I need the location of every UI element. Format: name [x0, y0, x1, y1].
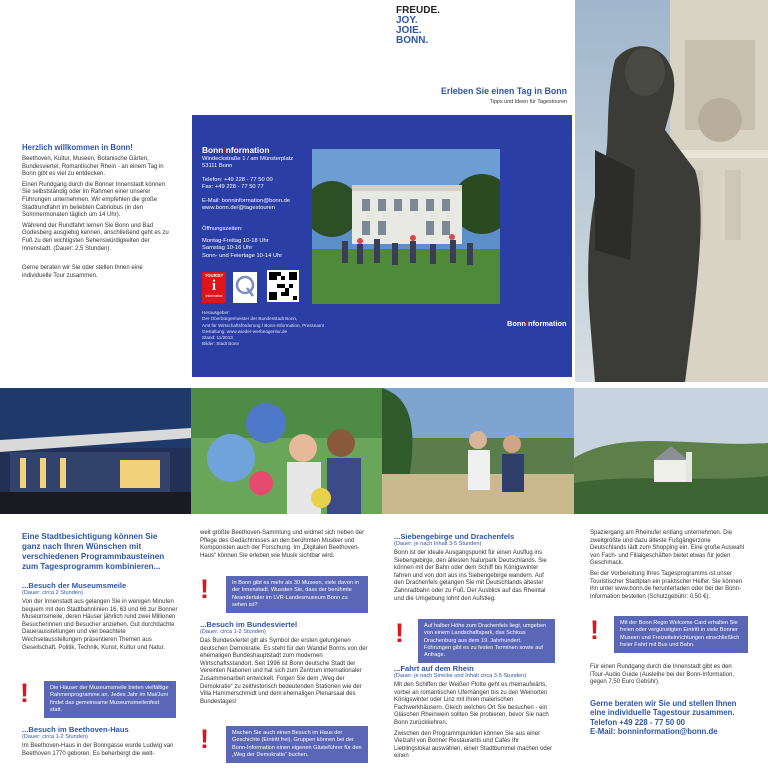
qr-code-icon[interactable]	[267, 270, 299, 302]
cta-text: Gerne beraten wir Sie und stellen Ihnen eine individuelle Tagestour zusammen.	[590, 698, 737, 718]
museum-notice: Die Häuser der Museumsmeile bieten vielfältige Rahmenprogramme an. Jedes Jahr im Mai/Juni findet das gemeinsame Museumsmeilenfest statt.	[44, 681, 176, 718]
logo-line: BONN.	[396, 35, 429, 46]
bundesviertel-notice: Machen Sie auch einen Besuch im Haus der Geschichte (Eintritt frei). Gruppen können bei der Bonn-Information einen eigenen Gästeführer für den „Weg der Demokratie“ buchen.	[226, 726, 368, 763]
alert-icon: !	[20, 678, 29, 708]
info-i-icon: i	[211, 278, 217, 294]
bundesviertel-heading: ...Besuch im Bundesviertel	[200, 620, 298, 629]
info-address: 53111 Bonn	[202, 163, 233, 170]
alert-icon: !	[395, 618, 404, 648]
intro-heading: Eine Stadtbesichtigung können Sie ganz nach Ihren Wünschen mit verschiedenen Programmbausteinen zum Tagesprogramm kombinieren...	[22, 532, 165, 571]
beethoven-text: Im Beethoven-Haus in der Bonngasse wurde Ludwig van Beethoven 1770 geboren. Es beherbergt die welt-	[22, 743, 174, 757]
logo-line: JOIE.	[396, 25, 422, 36]
beethoven-statue-photo	[575, 0, 768, 382]
info-address: Windeckstraße 1 / am Münsterplatz	[202, 156, 294, 162]
column-4	[590, 530, 748, 601]
welcome-heading: Herzlich willkommen in Bonn!	[22, 143, 133, 152]
cover-title: Erleben Sie einen Tag in Bonn	[441, 86, 567, 96]
villa-hammerschmidt-photo	[312, 149, 500, 304]
museum-duration: (Dauer: circa 2 Stunden)	[22, 590, 83, 596]
siebengebirge-notice: Auf halber Höhe zum Drachenfels liegt, umgeben von einem Landschaftspark, das Schloss Drachenburg aus dem 19. Jahrhundert. Führungen gibt es zu festen Terminen sowie auf Anfrage.	[418, 619, 555, 663]
info-hours-line: Montag-Freitag 10-18 Uhr	[202, 237, 269, 244]
info-brand-i: i	[525, 319, 528, 328]
hikers-rhine-photo	[382, 388, 574, 514]
rhein-section	[394, 664, 554, 761]
imprint-line: Stand: 11/2013	[202, 335, 233, 341]
imprint-line: Amt für Wirtschaftsförderung / Bonn-Information, Presseamt	[202, 322, 325, 328]
bundesviertel-text: Das Bundesviertel gilt als Symbol der ersten gelungenen deutschen Demokratie. Es steht für den Wandel Bonns von der ehemaligen Bundeshauptstadt zum modernen Wirtschaftsstandort. Seit 1996 ist Bonn deutsche Stadt der Vereinten Nationen und hat sich zum Zentrum internationaler Zusammenarbeit entwickelt. Folgen Sie dem „Weg der Demokratie“ zu zeithistorisch bedeutenden Stationen wie der Villa Hammerschmidt und dem ehemaligen Plenarsaal des Bundestages!	[200, 638, 368, 705]
welcome-paragraph: Einen Rundgang durch die Bonner Innenstadt können Sie selbstständig oder im Rahmen einer unserer Führungen unternehmen. Wir empfehlen die große Stadtrundfahrt im beliebten Cabriobus (in den Sommermonaten täglich um 14 Uhr).	[22, 181, 166, 219]
alert-icon: !	[200, 574, 209, 604]
imprint-line: Bilder: Stadt Bonn	[202, 341, 240, 347]
drachenburg-castle-photo	[574, 388, 768, 514]
welcome-paragraph: Während der Rundfahrt lernen Sie Bonn und Bad Godesberg ausgiebig kennen, anschließend geht es zu Fuß zu den wichtigsten Sehenswürdigkeiten der Innenstadt. (Dauer: 2,5 Stunden).	[22, 222, 169, 252]
quality-q-icon	[233, 272, 257, 303]
rhein-duration: (Dauer: je nach Strecke und Inhalt circa 3-5 Stunden)	[394, 673, 527, 679]
alert-icon: !	[200, 724, 209, 754]
museum-building-photo	[0, 388, 191, 514]
cta-phone[interactable]: Telefon +49 228 - 77 50 00	[590, 717, 685, 727]
museums-notice: In Bonn gibt es mehr als 30 Museen, viele davon in der Innenstadt. Wussten Sie, dass der berühmte Neandertaler im LVR-Landesmuseum Bonn zu sehen ist?	[226, 576, 368, 613]
rhein-text: Zwischen den Programmpunkten können Sie aus einer Vielzahl von Bonner Restaurants und Cafés Ihr Lieblingslokal auswählen, einen Stadtbummel machen oder einen	[394, 730, 553, 760]
siebengebirge-heading: ...Siebengebirge und Drachenfels	[394, 532, 515, 541]
cover-subtitle: Tipps und Ideen für Tagestouren	[489, 99, 567, 105]
logo-line: JOY.	[396, 15, 418, 26]
info-hours-title: Öffnungszeiten:	[202, 226, 243, 233]
info-brand	[202, 145, 269, 155]
shopping-text: Spaziergang am Rheinufer entlang unternehmen. Die zweitgrößte und dazu älteste Fußgängerzone Deutschlands lädt zum Shopping ein. Eine große Auswahl von Fach- und Filialgeschäften bietet etwas für jeden Geschmack.	[590, 530, 745, 567]
column-2-text: weit größte Beethoven-Sammlung und widmet sich neben der Pflege des Gedächtnisses an den berühmten Musiker und Komponisten auch der Forschung. Im „Digitalen Beethoven-Haus“ können Sie erleben wie Musik sichtbar wird.	[200, 530, 365, 559]
museum-heading: ...Besuch der Museumsmeile	[22, 581, 127, 590]
column-1	[22, 532, 178, 652]
welcome-section	[22, 143, 172, 280]
bundesviertel-section	[200, 620, 368, 706]
siebengebirge-duration: (Dauer: je nach Inhalt 3-5 Stunden)	[394, 541, 482, 547]
cta-email-link[interactable]: E-Mail: bonninformation@bonn.de	[590, 727, 718, 736]
audio-guide-text: Für einen Rundgang durch die Innenstadt gibt es den iTour-Audio Guide (Ausleihe bei der Bonn-Information, gegen 7,50 Euro Gebühr).	[590, 664, 735, 686]
people-festival-photo	[191, 388, 382, 514]
imprint-line: Gestaltung: www.wieder-werbeagentur.de	[202, 328, 288, 334]
column-4-bottom	[590, 664, 748, 736]
siebengebirge-text: Bonn ist der ideale Ausgangspunkt für einen Ausflug ins Siebengebirge, den ältesten Naturpark Deutschlands. Sie können mit der Bahn oder dem Schiff bis Königswinter fahren und von dort aus ins Siebengebirge wandern. Auf den Drachenfels gelangen Sie mit Deutschlands ältester Zahnradbahn oder zu Fuß. Der Ausblick auf das Rheintal und die Umgebung lohnt den Aufstieg.	[394, 550, 547, 602]
info-hours-line: Samstag 10-16 Uhr	[202, 245, 253, 252]
beethoven-duration: (Dauer: circa 1-2 Stunden)	[22, 734, 88, 740]
info-fax: Fax: +49 228 - 77 50 77	[202, 184, 264, 191]
rhein-heading: ...Fahrt auf dem Rhein	[394, 664, 474, 673]
info-hours-line: Sonn- und Feiertage 10-14 Uhr	[202, 252, 283, 259]
bonn-information-panel	[192, 115, 572, 377]
badge-top-text: TOURIST	[204, 273, 224, 278]
info-brand-text: Bonn	[507, 319, 526, 328]
tourist-info-badge	[202, 272, 226, 303]
alert-icon: !	[590, 615, 599, 645]
beethoven-section	[22, 725, 178, 758]
badge-bottom-text: Information	[205, 294, 223, 298]
info-email-link[interactable]: E-Mail: bonninformation@bonn.de	[202, 197, 291, 204]
freude-joy-logo	[396, 6, 440, 46]
imprint	[202, 310, 362, 348]
welcome-paragraph: Beethoven, Kultur, Museen, Botanische Gärten, Bundesviertel, Romantischer Rhein - an einem Tag in Bonn gibt es viel zu entdecken.	[22, 156, 164, 178]
info-brand-text: Bonn	[202, 145, 224, 155]
info-brand-text: nformation	[527, 319, 567, 328]
welcome-paragraph: Gerne beraten wir Sie oder stellen Ihnen eine individuelle Tour zusammen.	[22, 265, 143, 279]
info-brand-i: i	[223, 145, 226, 155]
info-phone: Telefon: +49 228 - 77 50 00	[202, 176, 273, 183]
siebengebirge-section	[394, 532, 554, 603]
info-web-link[interactable]: www.bonn.de/@tagestouren	[202, 205, 275, 212]
bundesviertel-duration: (Dauer: circa 1-2 Stunden)	[200, 629, 266, 635]
beethoven-heading: ...Besuch im Beethoven-Haus	[22, 725, 129, 734]
imprint-line: Der Oberbürgermeister der Bundesstadt Bonn,	[202, 316, 298, 322]
logo-line: FREUDE.	[396, 5, 440, 16]
rhein-text: Mit den Schiffen der Weißen Flotte geht es rheinaufwärts, vorbei an romantischen Uferhängen bis zu den Weinorten Königswinter oder Linz mit ihren malerischen Fachwerkhäusern. Gleich welchen Ort Sie besuchen - ein Gläschen Rheinwein sollten Sie probieren, bevor Sie nach Bonn zurückkehren.	[394, 682, 549, 726]
info-brand-bottom	[507, 319, 567, 328]
welcome-card-notice: Mit der Bonn Regio Welcome Card erhalten Sie freien oder vergünstigten Eintritt in viele Bonner Museen und Freizeiteinrichtungen einschließlich freier Fahrt mit Bus und Bahn.	[614, 616, 748, 653]
info-brand-text: nformation	[225, 145, 270, 155]
museum-text: Von der Innenstadt aus gelangen Sie in wenigen Minuten bequem mit den Stadtbahnlinien 16, 63 und 66 zur Bonner Museumsmeile, deren Häuser jährlich rund zwei Millionen Besucherinnen und Besucher anziehen. Gut durchdachte Dauerausstellungen und viel beachtete Wechselausstellungen präsentieren Themen aus Gesellschaft, Politik, Technik, Kunst, Kultur und Natur.	[22, 599, 178, 651]
imprint-line: Herausgeber:	[202, 310, 230, 315]
city-map-text: Bei der Vorbereitung Ihres Tagesprogramms ist unser Touristischer Stadtplan ein praktischer Helfer. Sie können ihn unter www.bonn.de herunterladen oder bei der Bonn-Information bestellen (Schutzgebühr: 0,50 €).	[590, 570, 743, 600]
